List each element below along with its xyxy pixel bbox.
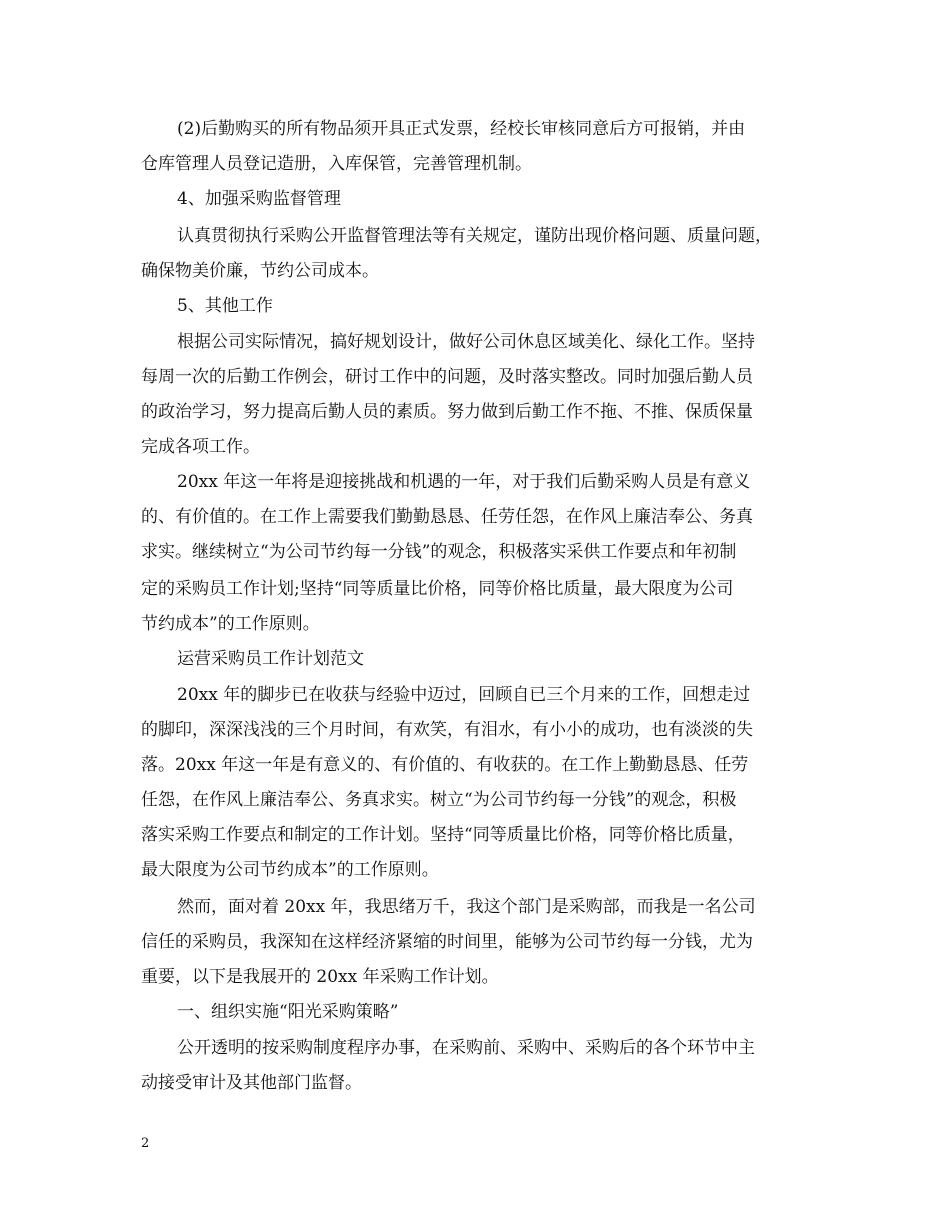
text-line: 根据公司实际情况，搞好规划设计，做好公司休息区域美化、绿化工作。坚持	[177, 332, 755, 352]
section-heading: 4、加强采购监督管理	[177, 189, 341, 209]
text-line: 重要，以下是我展开的 20xx 年采购工作计划。	[141, 967, 499, 987]
text-line: 落实采购工作要点和制定的工作计划。坚持“同等质量比价格，同等价格比质量，	[141, 825, 745, 845]
text-line: 的、有价值的。在工作上需要我们勤勤恳恳、任劳任怨，在作风上廉洁奉公、务真	[141, 507, 753, 527]
text-line: 完成各项工作。	[141, 437, 260, 457]
text-line: 动接受审计及其他部门监督。	[141, 1073, 362, 1093]
text-line: 20xx 年这一年将是迎接挑战和机遇的一年，对于我们后勤采购人员是有意义	[177, 472, 751, 492]
text-line: 信任的采购员，我深知在这样经济紧缩的时间里，能够为公司节约每一分钱，尤为	[141, 932, 753, 952]
text-line: 20xx 年的脚步已在收获与经验中迈过，回顾自已三个月来的工作，回想走过	[177, 685, 751, 705]
text-line: 节约成本”的工作原则。	[141, 614, 320, 634]
text-line: 仓库管理人员登记造册，入库保管，完善管理机制。	[141, 154, 532, 174]
page-number: 2	[141, 1136, 150, 1151]
text-line: (2)后勤购买的所有物品须开具正式发票，经校长审核同意后方可报销，并由	[177, 119, 746, 139]
text-line: 求实。继续树立“为公司节约每一分钱”的观念，积极落实采供工作要点和年初制	[141, 542, 737, 562]
text-line: 认真贯彻执行采购公开监督管理法等有关规定，谨防出现价格问题、质量问题，	[177, 226, 772, 246]
text-line: 的脚印，深深浅浅的三个月时间，有欢笑，有泪水，有小小的成功，也有淡淡的失	[141, 720, 753, 740]
text-line: 定的采购员工作计划;坚持“同等质量比价格，同等价格比质量，最大限度为公司	[141, 579, 734, 599]
text-line: 落。20xx 年这一年是有意义的、有价值的、有收获的。在工作上勤勤恳恳、任劳	[141, 755, 749, 775]
text-line: 每周一次的后勤工作例会，研讨工作中的问题，及时落实整改。同时加强后勤人员	[141, 367, 753, 387]
section-heading: 一、组织实施“阳光采购策略”	[177, 1002, 399, 1022]
text-line: 确保物美价廉，节约公司成本。	[141, 261, 379, 281]
text-line: 公开透明的按采购制度程序办事，在采购前、采购中、采购后的各个环节中主	[177, 1038, 755, 1058]
section-heading: 5、其他工作	[177, 296, 273, 316]
text-line: 最大限度为公司节约成本”的工作原则。	[141, 860, 439, 880]
text-line: 然而，面对着 20xx 年，我思绪万千，我这个部门是采购部，而我是一名公司	[177, 897, 756, 917]
text-line: 任怨，在作风上廉洁奉公、务真求实。树立“为公司节约每一分钱”的观念，积极	[141, 790, 737, 810]
section-heading: 运营采购员工作计划范文	[177, 649, 364, 669]
text-line: 的政治学习，努力提高后勤人员的素质。努力做到后勤工作不拖、不推、保质保量	[141, 402, 753, 422]
